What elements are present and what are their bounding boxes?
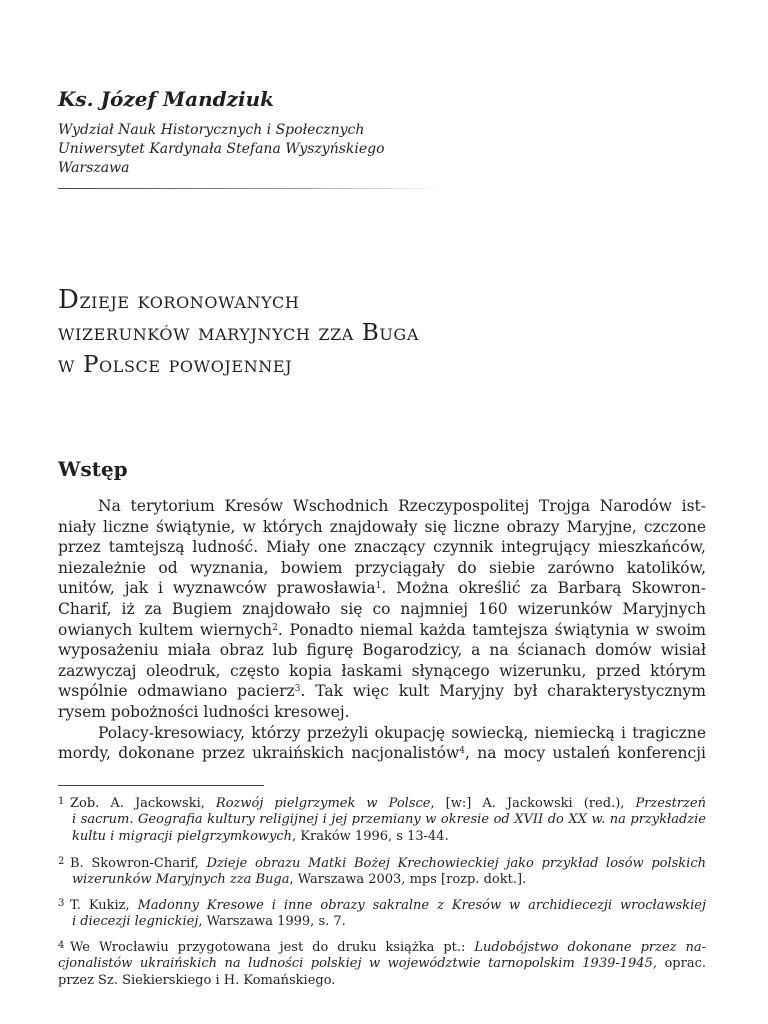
footnote-4 bbox=[58, 937, 706, 990]
text-segment: Zob. A. Jackowski, bbox=[70, 796, 216, 811]
text-line: przez tamtejszą ludność. Miały one znaczący czynnik integrujący mieszkańców, bbox=[58, 538, 706, 557]
text-segment: Rozwój pielgrzymek w Polsce bbox=[215, 796, 431, 811]
text-line: niały liczne świątynie, w których znajdowały się liczne obrazy Maryjne, czczone bbox=[58, 517, 706, 536]
text-segment: i diecezji legnickiej bbox=[72, 913, 199, 929]
text-line: Polacy-kresowiacy, którzy przeżyli okupację sowiecką, niemiecką i tragiczne bbox=[98, 723, 706, 742]
footnote-line bbox=[58, 853, 706, 871]
footnote-number: 2 bbox=[58, 856, 65, 867]
text-segment: mordy, dokonane przez ukraińskich nacjonalistów bbox=[58, 744, 460, 763]
text-segment: i sacrum. Geografia kultury religijnej i jej przemiany w okresie od XVII do XX w. na przykładzie bbox=[72, 811, 706, 827]
text-segment: , Kraków 1996, s 13-44. bbox=[292, 829, 449, 844]
footnote-3 bbox=[58, 895, 706, 930]
text-line: niezależnie od wyznania, bowiem przyciągały do siebie zarówno katolików, bbox=[58, 558, 706, 577]
text-segment: , Warszawa 2003, mps [rozp. dokt.]. bbox=[289, 871, 527, 887]
text-segment: , na mocy ustaleń konferencji bbox=[465, 744, 706, 763]
text-line bbox=[58, 620, 706, 641]
title-line: w Polsce powojennej bbox=[58, 352, 293, 378]
author-name: Ks. Józef Mandziuk bbox=[58, 87, 274, 111]
footnote-ref[interactable]: 1 bbox=[375, 581, 382, 592]
footnote-line bbox=[58, 793, 706, 811]
footnote-ref[interactable]: 2 bbox=[272, 622, 278, 633]
text-segment: Ludobójstwo dokonane przez na- bbox=[474, 940, 706, 955]
text-segment: We Wrocławiu przygotowana jest do druku książka pt.: bbox=[70, 940, 475, 955]
footnote-number: 1 bbox=[58, 796, 65, 807]
text-segment: cjonalistów ukraińskich na ludności polskiej w województwie tarnopolskim 1939-1945, bbox=[58, 955, 657, 971]
text-segment: wizerunków Maryjnych zza Buga bbox=[72, 871, 290, 887]
text-segment: kultu i migracji pielgrzymkowych bbox=[72, 829, 293, 844]
text-segment: . Tak więc kult Maryjny był charakterystycznym bbox=[300, 682, 706, 701]
footnote-line: przez Sz. Siekierskiego i H. Komańskiego. bbox=[58, 973, 336, 988]
footnote-ref[interactable]: 3 bbox=[294, 684, 301, 695]
footnote-line bbox=[58, 955, 706, 973]
text-line: Na terytorium Kresów Wschodnich Rzeczypospolitej Trojga Narodów ist- bbox=[98, 497, 706, 515]
text-line bbox=[58, 578, 706, 599]
text-segment: . Ponadto niemal każda tamtejsza świątynia w swoim bbox=[277, 620, 706, 639]
text-segment: B. Skowron-Charif, bbox=[70, 856, 207, 871]
footnote-line bbox=[58, 937, 706, 955]
footnote-number: 4 bbox=[58, 940, 65, 951]
text-segment: oprac. bbox=[656, 955, 706, 971]
footnote-ref[interactable]: 4 bbox=[459, 746, 466, 757]
header-divider bbox=[58, 188, 442, 189]
footnote-line bbox=[58, 913, 706, 931]
affiliation-line: Wydział Nauk Historycznych i Społecznych bbox=[58, 122, 365, 138]
footnote-line bbox=[58, 895, 706, 913]
title-line: Dzieje koronowanych bbox=[58, 285, 300, 315]
article-title bbox=[58, 284, 419, 381]
footnote-number: 3 bbox=[58, 898, 65, 909]
footnote-line bbox=[58, 828, 706, 846]
text-line bbox=[58, 743, 706, 764]
text-segment: owianych kultem wiernych bbox=[58, 620, 273, 639]
title-line: wizerunków maryjnych zza Buga bbox=[58, 320, 419, 346]
affiliation-line: Warszawa bbox=[58, 160, 130, 176]
footnote-divider bbox=[58, 785, 264, 786]
text-line: zazwyczaj oleodruk, często kopia łaskami słynącego wizerunku, przed którym bbox=[58, 661, 706, 680]
affiliation-line: Uniwersytet Kardynała Stefana Wyszyńskiego bbox=[58, 141, 385, 157]
text-line: wyposażeniu miała obraz lub figurę Bogarodzicy, a na ścianach domów wisiał bbox=[58, 641, 706, 660]
text-segment: . Można określić za Barbarą Skowron- bbox=[381, 579, 706, 598]
text-segment: wspólnie odmawiano pacierz bbox=[58, 682, 295, 701]
text-segment: Dzieje obrazu Matki Bożej Krechowieckiej jako przykład losów polskich bbox=[206, 856, 706, 871]
text-segment: T. Kukiz, bbox=[70, 898, 138, 913]
section-heading: Wstęp bbox=[58, 457, 128, 481]
text-segment: Madonny Kresowe i inne obrazy sakralne z Kresów w archidiecezji wrocławskiej bbox=[137, 898, 706, 913]
text-segment: unitów, jak i wyznawców prawosławia bbox=[58, 579, 376, 598]
text-line: rysem pobożności ludności kresowej. bbox=[58, 702, 350, 721]
text-segment: , [w:] A. Jackowski (red.), bbox=[430, 796, 636, 811]
text-segment: , Warszawa 1999, s. 7. bbox=[198, 913, 346, 929]
text-line: Charif, iż za Bugiem znajdowało się co najmniej 160 wizerunków Maryjnych bbox=[58, 599, 706, 618]
footnote-line bbox=[58, 871, 706, 889]
footnote-line bbox=[58, 811, 706, 829]
footnote-1 bbox=[58, 793, 706, 846]
footnote-2 bbox=[58, 853, 706, 888]
text-line bbox=[58, 681, 706, 702]
text-segment: Przestrzeń bbox=[635, 796, 706, 811]
body-text bbox=[58, 496, 706, 764]
